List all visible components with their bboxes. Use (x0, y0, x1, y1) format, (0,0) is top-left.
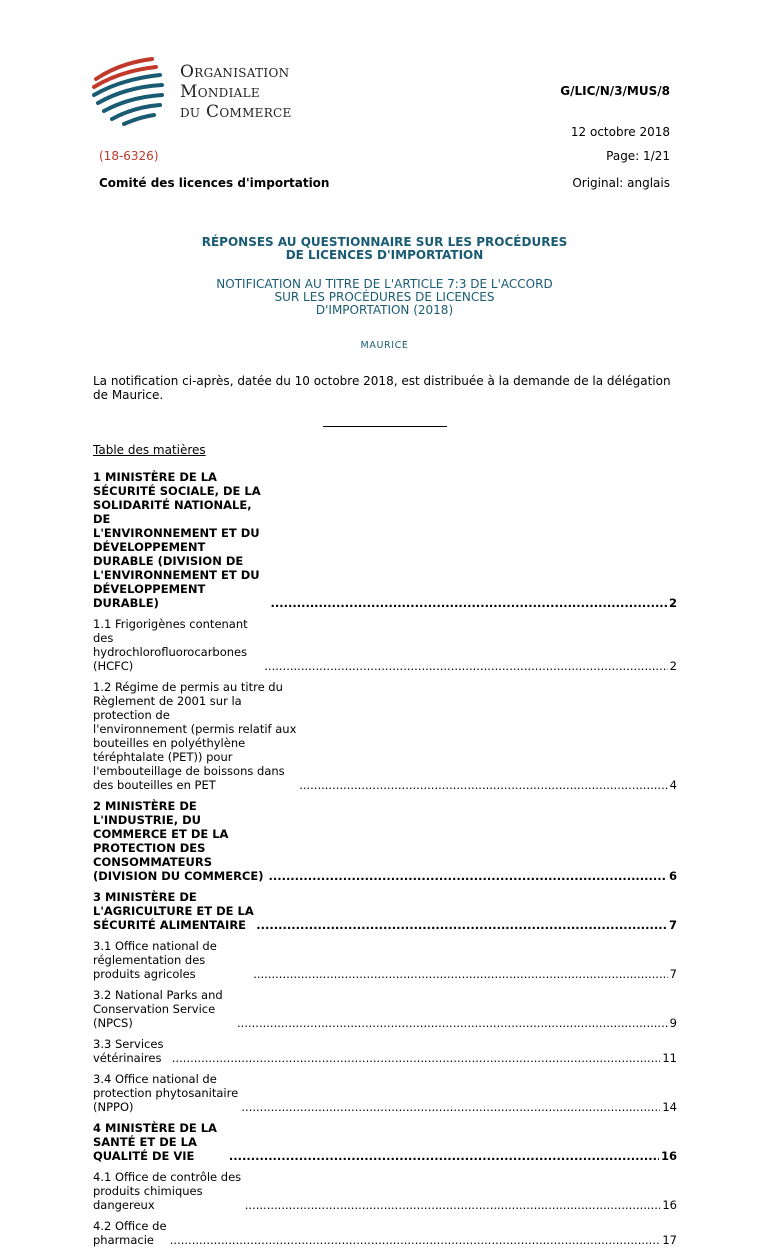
toc-entry-line: CONSOMMATEURS (DIVISION DU COMMERCE) (93, 855, 264, 883)
toc-dot-leader (268, 869, 667, 883)
wto-logo-icon (90, 57, 180, 127)
subtitle-line-2: SUR LES PROCÉDURES DE LICENCES (274, 290, 495, 304)
toc-entry[interactable] (93, 799, 677, 883)
toc-entry-line: 3.2 National Parks and Conservation Service (NPCS) (93, 988, 223, 1030)
page-number: Page: 1/21 (606, 149, 670, 163)
toc-entry-text (93, 470, 269, 610)
toc-entry-page: 7 (669, 967, 677, 981)
toc-entry-line: 3.3 Services vétérinaires (93, 1037, 164, 1065)
toc-entry-line: 3.4 Office national de protection phytosanitaire (NPPO) (93, 1072, 239, 1114)
toc-dot-leader (245, 1198, 661, 1212)
toc-dot-leader (256, 918, 667, 932)
toc-entry-page: 2 (668, 596, 677, 610)
intro-paragraph: La notification ci-après, datée du 10 octobre 2018, est distribuée à la demande de la délégation de Maurice. (93, 374, 671, 402)
original-language: Original: anglais (572, 176, 670, 190)
toc-dot-leader (241, 1100, 660, 1114)
document-subtitle (99, 278, 670, 317)
toc-entry[interactable] (93, 617, 677, 673)
toc-heading: Table des matières (93, 443, 206, 457)
toc-entry-text (93, 1170, 243, 1212)
toc-entry-text (93, 799, 266, 883)
toc-entry-text (93, 1121, 227, 1163)
toc-dot-leader (264, 659, 667, 673)
toc-entry-line: l'embouteillage de boissons dans des bouteilles en PET (93, 764, 285, 792)
toc-entry[interactable] (93, 1219, 677, 1247)
toc-entry-page: 9 (669, 1016, 677, 1030)
toc-entry[interactable] (93, 680, 677, 792)
toc-entry-line: 4 MINISTÈRE DE LA SANTÉ ET DE LA QUALITÉ DE VIE (93, 1121, 217, 1163)
toc-entry-text (93, 617, 262, 673)
toc-entry[interactable] (93, 1072, 677, 1114)
toc-dot-leader (170, 1233, 661, 1247)
toc-entry-text (93, 890, 254, 932)
subtitle-line-3: D'IMPORTATION (2018) (315, 303, 454, 317)
toc-entry-line: 3.1 Office national de réglementation des produits agricoles (93, 939, 217, 981)
title-line-1: RÉPONSES AU QUESTIONNAIRE SUR LES PROCÉDURES (201, 235, 568, 249)
toc-dot-leader (253, 967, 667, 981)
toc-entry[interactable] (93, 939, 677, 981)
toc-entry[interactable] (93, 890, 677, 932)
document-title (99, 236, 670, 262)
org-line-2: Mondiale (180, 82, 260, 102)
toc-entry-line: 1 MINISTÈRE DE LA SÉCURITÉ SOCIALE, DE LA SOLIDARITÉ NATIONALE, DE (93, 470, 261, 526)
toc-entry-text (93, 680, 297, 792)
toc-entry-line: 4.2 Office de pharmacie (93, 1219, 167, 1247)
toc-entry[interactable] (93, 1121, 677, 1163)
toc-entry-line: L'ENVIRONNEMENT ET DU DÉVELOPPEMENT DURABLE) (93, 568, 260, 610)
toc-entry-page: 16 (662, 1198, 677, 1212)
separator-line (323, 426, 447, 427)
toc-entry-line: 2 MINISTÈRE DE L'INDUSTRIE, DU COMMERCE ET DE LA PROTECTION DES (93, 799, 229, 855)
toc-entry-text (93, 1219, 168, 1247)
toc-entry-page: 11 (662, 1051, 677, 1065)
subtitle-line-1: NOTIFICATION AU TITRE DE L'ARTICLE 7:3 DE L'ACCORD (216, 277, 553, 291)
toc-entry-page: 4 (669, 778, 677, 792)
document-number: (18-6326) (99, 149, 159, 163)
toc-dot-leader (229, 1149, 659, 1163)
toc-dot-leader (237, 1016, 668, 1030)
toc-entry-page: 7 (668, 918, 677, 932)
organization-name (180, 62, 292, 122)
toc-entry-line: L'ENVIRONNEMENT ET DU DÉVELOPPEMENT DURABLE (DIVISION DE (93, 526, 260, 568)
document-date: 12 octobre 2018 (570, 125, 670, 139)
toc-entry-page: 16 (660, 1149, 677, 1163)
toc-entry-page: 6 (668, 869, 677, 883)
toc-entry-page: 14 (662, 1100, 677, 1114)
toc-dot-leader (299, 778, 667, 792)
toc-entry-text (93, 1072, 239, 1114)
toc-dot-leader (271, 596, 667, 610)
toc-entry-page: 17 (662, 1233, 677, 1247)
committee-name: Comité des licences d'importation (99, 176, 330, 190)
document-symbol: G/LIC/N/3/MUS/8 (560, 84, 670, 98)
toc-entry-line: 1.2 Régime de permis au titre du Règlement de 2001 sur la protection de (93, 680, 283, 722)
toc-entry-line: 4.1 Office de contrôle des produits chimiques dangereux (93, 1170, 242, 1212)
toc-entry-line: 1.1 Frigorigènes contenant des hydrochlorofluorocarbones (HCFC) (93, 617, 248, 673)
country-name: MAURICE (360, 340, 409, 351)
toc-entry[interactable] (93, 1170, 677, 1212)
toc-entry-line: 3 MINISTÈRE DE L'AGRICULTURE ET DE LA SÉCURITÉ ALIMENTAIRE (93, 890, 254, 932)
org-line-3: du Commerce (180, 102, 292, 122)
toc-entry[interactable] (93, 1037, 677, 1065)
org-line-1: Organisation (180, 62, 290, 82)
toc-entry-text (93, 1037, 170, 1065)
toc-entry-page: 2 (669, 659, 677, 673)
title-line-2: DE LICENCES D'IMPORTATION (285, 248, 484, 262)
toc-entry-line: l'environnement (permis relatif aux bouteilles en polyéthylène téréphtalate (PET)) pour (93, 722, 297, 764)
toc-entry[interactable] (93, 470, 677, 610)
table-of-contents (93, 470, 677, 1254)
toc-entry-text (93, 939, 251, 981)
toc-dot-leader (172, 1051, 661, 1065)
